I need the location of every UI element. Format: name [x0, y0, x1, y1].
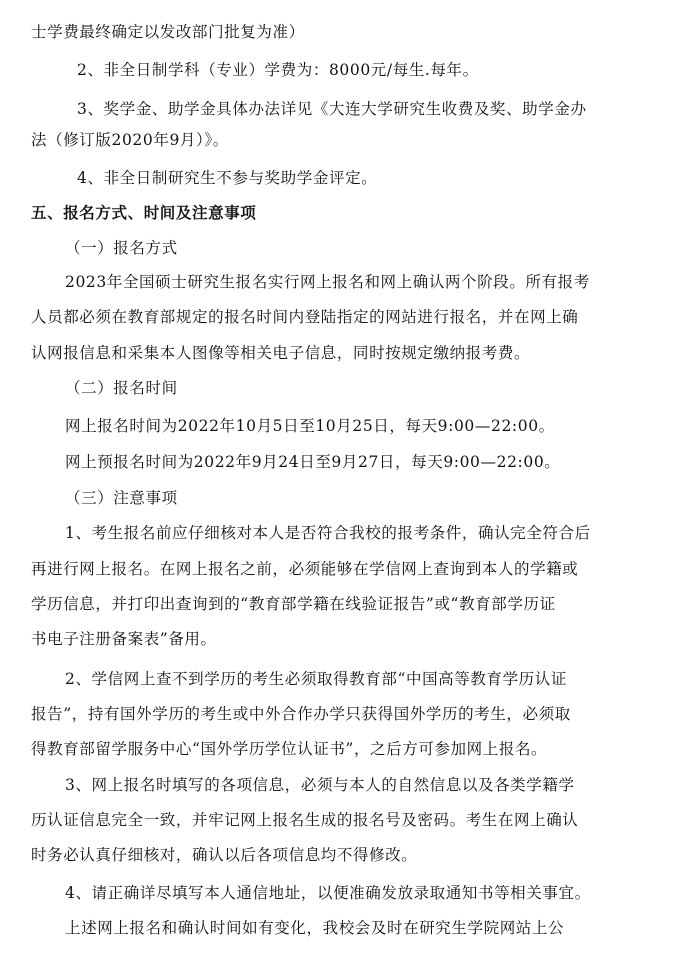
paragraph-note-1-line-3: 学历信息，并打印出查询到的“教育部学籍在线验证报告”或“教育部学历证 — [31, 595, 556, 613]
subheading-notes: （三）注意事项 — [65, 489, 178, 507]
paragraph-note-2-line-3: 得教育部留学服务中心“国外学历学位认证书”，之后方可参加网上报名。 — [31, 740, 548, 758]
text-line-continuation: 士学费最终确定以发改部门批复为准） — [31, 23, 305, 41]
section-heading-registration: 五、报名方式、时间及注意事项 — [31, 203, 257, 222]
text-line-scholarship-item-3: 3、奖学金、助学金具体办法详见《大连大学研究生收费及奖、助学金办 — [77, 100, 587, 118]
paragraph-note-3-line-2: 历认证信息完全一致，并牢记网上报名生成的报名号及密码。考生在网上确认 — [31, 811, 579, 829]
paragraph-note-1-line-1: 1、考生报名前应仔细核对本人是否符合我校的报考条件，确认完全符合后 — [65, 524, 591, 542]
text-line-scholarship-item-3-cont: 法（修订版2020年9月）》。 — [31, 131, 229, 149]
paragraph-note-4: 4、请正确详尽填写本人通信地址，以便准确发放录取通知书等相关事宜。 — [65, 884, 591, 902]
paragraph-registration-line-1: 2023年全国硕士研究生报名实行网上报名和网上确认两个阶段。所有报考 — [65, 273, 590, 291]
text-line-online-registration-time: 网上报名时间为2022年10月5日至10月25日，每天9:00—22:00。 — [65, 417, 555, 435]
subheading-registration-time: （二）报名时间 — [65, 379, 178, 397]
text-line-pre-registration-time: 网上预报名时间为2022年9月24日至9月27日，每天9:00—22:00。 — [65, 453, 561, 471]
paragraph-note-3-line-3: 时务必认真仔细核对，确认以后各项信息均不得修改。 — [31, 846, 418, 864]
paragraph-note-1-line-2: 再进行网上报名。在网上报名之前，必须能够在学信网上查询到本人的学籍或 — [31, 560, 579, 578]
paragraph-registration-line-2: 人员都必须在教育部规定的报名时间内登陆指定的网站进行报名，并在网上确 — [31, 308, 579, 326]
paragraph-registration-line-3: 认网报信息和采集本人图像等相关电子信息，同时按规定缴纳报考费。 — [31, 344, 531, 362]
paragraph-note-3-line-1: 3、网上报名时填写的各项信息，必须与本人的自然信息以及各类学籍学 — [65, 776, 575, 794]
paragraph-note-1-line-4: 书电子注册备案表”备用。 — [31, 630, 217, 648]
paragraph-closing-line-1: 上述网上报名和确认时间如有变化，我校会及时在研究生学院网站上公 — [65, 919, 565, 937]
text-line-fee-item-2: 2、非全日制学科（专业）学费为：8000元/每生.每年。 — [77, 61, 479, 79]
subheading-registration-method: （一）报名方式 — [65, 239, 178, 257]
paragraph-note-2-line-1: 2、学信网上查不到学历的考生必须取得教育部“中国高等教育学历认证 — [65, 670, 567, 688]
text-line-scholarship-item-4: 4、非全日制研究生不参与奖助学金评定。 — [77, 169, 378, 187]
paragraph-note-2-line-2: 报告”，持有国外学历的考生或中外合作办学只获得国外学历的考生，必须取 — [31, 705, 571, 723]
